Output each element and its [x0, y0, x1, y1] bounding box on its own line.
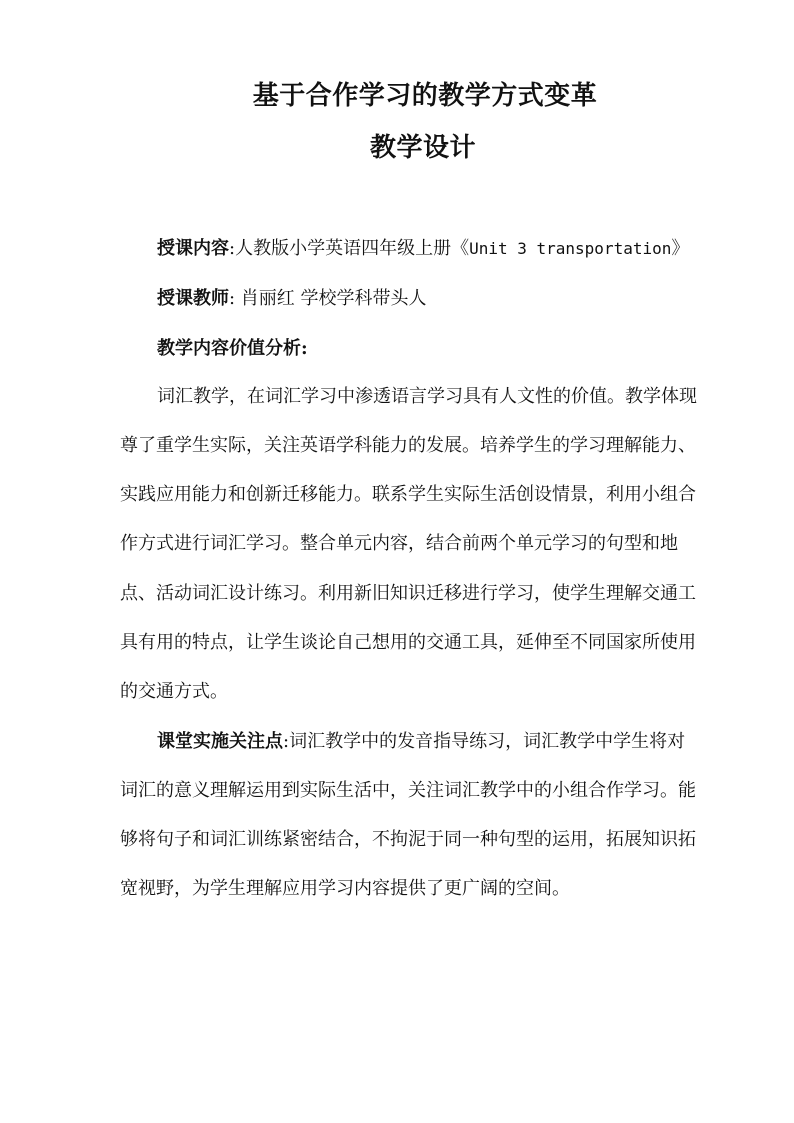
course-content-suffix: 》 — [671, 238, 690, 259]
analysis-paragraph-line: 作方式进行词汇学习。整合单元内容，结合前两个单元学习的句型和地 — [120, 533, 678, 554]
focus-paragraph-line: 够将句子和词汇训练紧密结合，不拘泥于同一种句型的运用，拓展知识拓 — [120, 829, 696, 850]
teacher-line — [157, 287, 757, 311]
analysis-paragraph-line: 具有用的特点，让学生谈论自己想用的交通工具，延伸至不同国家所使用 — [120, 632, 696, 653]
analysis-paragraph-line: 点、活动词汇设计练习。利用新旧知识迁移进行学习，使学生理解交通工 — [120, 583, 696, 604]
focus-label: 课堂实施关注点 — [157, 731, 283, 752]
course-content-separator: : — [229, 238, 236, 259]
focus-separator: : — [283, 731, 290, 752]
teacher-value: 肖丽红 学校学科带头人 — [240, 288, 427, 309]
focus-paragraph-line: 宽视野，为学生理解应用学习内容提供了更广阔的空间。 — [120, 878, 570, 899]
document-title: 基于合作学习的教学方式变革 — [252, 81, 598, 111]
analysis-heading: 教学内容价值分析: — [157, 338, 308, 359]
course-content-label: 授课内容 — [157, 238, 229, 259]
analysis-paragraph-line: 的交通方式。 — [120, 681, 228, 702]
focus-paragraph-line: 词汇的意义理解运用到实际生活中，关注词汇教学中的小组合作学习。能 — [120, 780, 696, 801]
focus-line-first — [157, 730, 757, 754]
teacher-separator: : — [229, 288, 241, 309]
course-content-prefix: 人教版小学英语四年级上册《 — [235, 238, 470, 259]
teacher-label: 授课教师 — [157, 288, 229, 309]
course-content-line — [157, 237, 757, 261]
analysis-paragraph-line: 尊了重学生实际，关注英语学科能力的发展。培养学生的学习理解能力、 — [120, 435, 696, 456]
document-subtitle: 教学设计 — [369, 133, 476, 163]
course-content-unit: Unit 3 transportation — [469, 239, 672, 258]
analysis-paragraph-line: 实践应用能力和创新迁移能力。联系学生实际生活创设情景，利用小组合 — [120, 484, 696, 505]
focus-first-line-text: 词汇教学中的发音指导练习，词汇教学中学生将对 — [289, 731, 686, 752]
analysis-paragraph-line: 词汇教学，在词汇学习中渗透语言学习具有人文性的价值。教学体现 — [157, 386, 697, 407]
